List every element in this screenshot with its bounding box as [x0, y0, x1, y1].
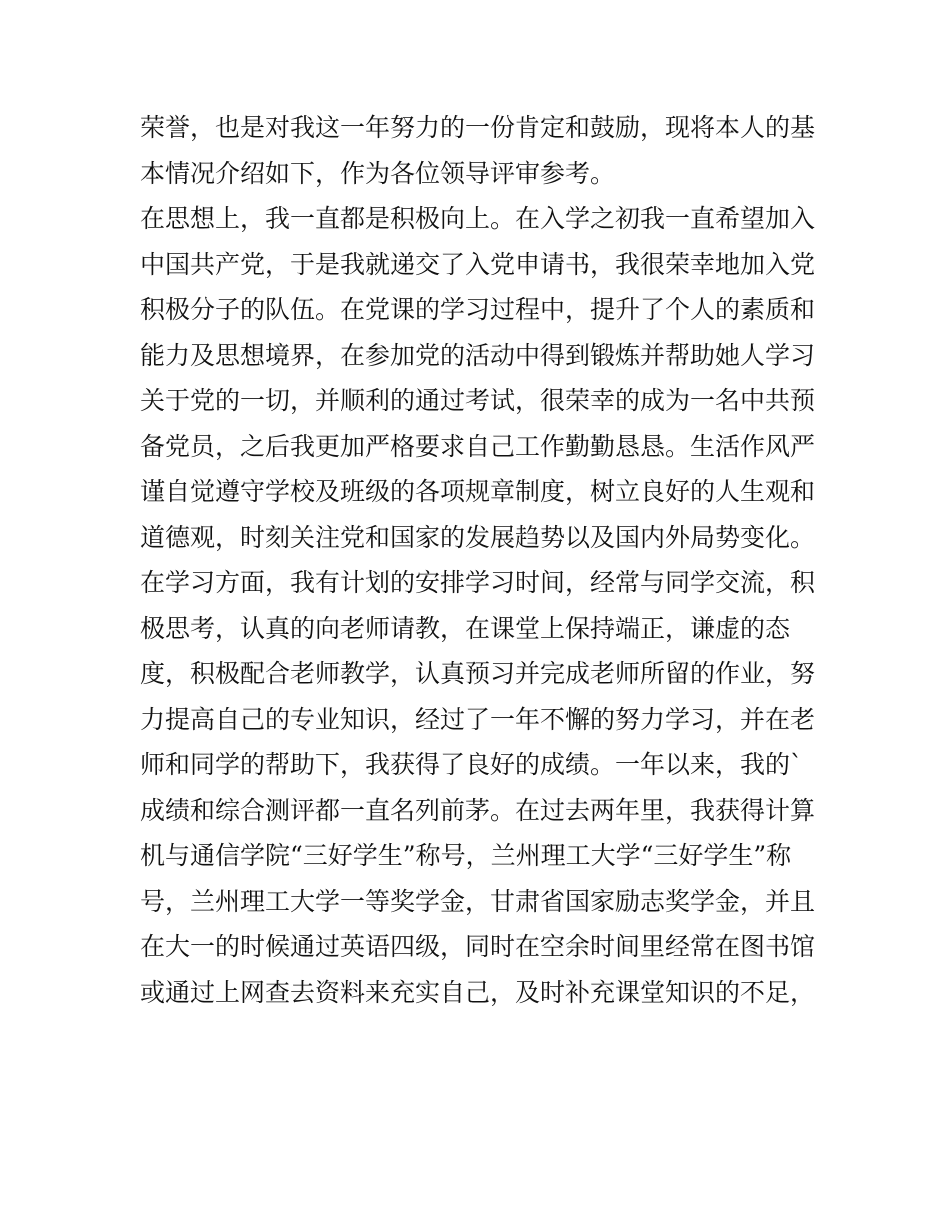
text-line: 师和同学的帮助下，我获得了良好的成绩。一年以来，我的`: [140, 750, 803, 779]
text-line: 本情况介绍如下，作为各位领导评审参考。: [140, 158, 616, 188]
text-line: 关于党的一切，并顺利的通过考试，很荣幸的成为一名中共预: [140, 386, 816, 415]
text-line: 在学习方面，我有计划的安排学习时间，经常与同学交流，积: [140, 568, 816, 597]
text-line: 能力及思想境界，在参加党的活动中得到锻炼并帮助她人学习: [140, 340, 816, 370]
text-line: 积极分子的队伍。在党课的学习过程中，提升了个人的素质和: [140, 295, 816, 324]
text-line: 谨自觉遵守学校及班级的各项规章制度，树立良好的人生观和: [140, 477, 816, 506]
text-line: 机与通信学院“三好学生”称号，兰州理工大学“三好学生”称: [140, 841, 792, 870]
text-line: 荣誉，也是对我这一年努力的一份肯定和鼓励，现将本人的基: [140, 113, 816, 142]
body-text: [140, 105, 820, 1015]
text-line: 备党员，之后我更加严格要求自己工作勤勤恳恳。生活作风严: [140, 431, 816, 461]
text-line: 成绩和综合测评都一直名列前茅。在过去两年里，我获得计算: [140, 795, 816, 825]
text-line: 中国共产党，于是我就递交了入党申请书，我很荣幸地加入党: [140, 249, 816, 279]
text-line: 道德观，时刻关注党和国家的发展趋势以及国内外局势变化。: [140, 522, 816, 552]
text-line: 极思考，认真的向老师请教，在课堂上保持端正，谦虚的态: [140, 613, 791, 643]
text-line: 在思想上，我一直都是积极向上。在入学之初我一直希望加入: [140, 204, 816, 233]
text-line: 在大一的时候通过英语四级，同时在空余时间里经常在图书馆: [140, 932, 816, 961]
text-line: 力提高自己的专业知识，经过了一年不懈的努力学习，并在老: [140, 704, 816, 734]
text-line: 号，兰州理工大学一等奖学金，甘肃省国家励志奖学金，并且: [140, 886, 816, 916]
text-line: 度，积极配合老师教学，认真预习并完成老师所留的作业，努: [140, 659, 816, 688]
text-line: 或通过上网查去资料来充实自己，及时补充课堂知识的不足，: [140, 977, 816, 1007]
